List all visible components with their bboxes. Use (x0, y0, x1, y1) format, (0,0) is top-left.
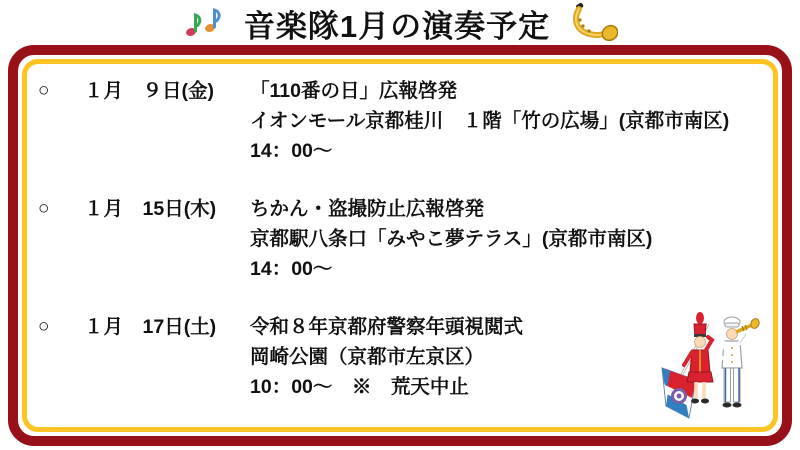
entry-lines (250, 76, 772, 166)
entry-time: 14：00～ (250, 258, 333, 280)
figure-white-uniform (718, 317, 761, 408)
entry-event: ちかん・盗撮防止広報啓発 (250, 198, 485, 220)
entry-date: １月 ９日(金) (84, 80, 214, 102)
band-illustration (656, 310, 764, 430)
schedule-entry-2 (28, 194, 772, 284)
music-notes-icon (182, 5, 228, 41)
schedule-entry-1 (28, 60, 772, 166)
bullet-circle: ○ (38, 198, 50, 219)
page-title: 音楽隊1月の演奏予定 (243, 8, 551, 44)
entry-date: １月 15日(木) (84, 198, 217, 220)
entry-venue: 京都駅八条口「みやこ夢テラス」(京都市南区) (250, 228, 653, 250)
entry-event: 「110番の日」広報啓発 (250, 80, 457, 102)
entry-lines (250, 194, 772, 284)
entry-venue: イオンモール京都桂川 １階「竹の広場」(京都市南区) (250, 110, 730, 132)
entry-event: 令和８年京都府警察年頭視閲式 (250, 316, 524, 338)
bullet-circle: ○ (38, 316, 50, 337)
entry-time: 10：00～ ※ 荒天中止 (250, 376, 469, 398)
entry-date: １月 17日(土) (84, 316, 217, 338)
entry-time: 14：00～ (250, 140, 333, 162)
entry-venue: 岡崎公園（京都市左京区） (250, 346, 485, 368)
bullet-circle: ○ (38, 80, 50, 101)
saxophone-icon (566, 3, 618, 43)
title-row (0, 0, 800, 46)
